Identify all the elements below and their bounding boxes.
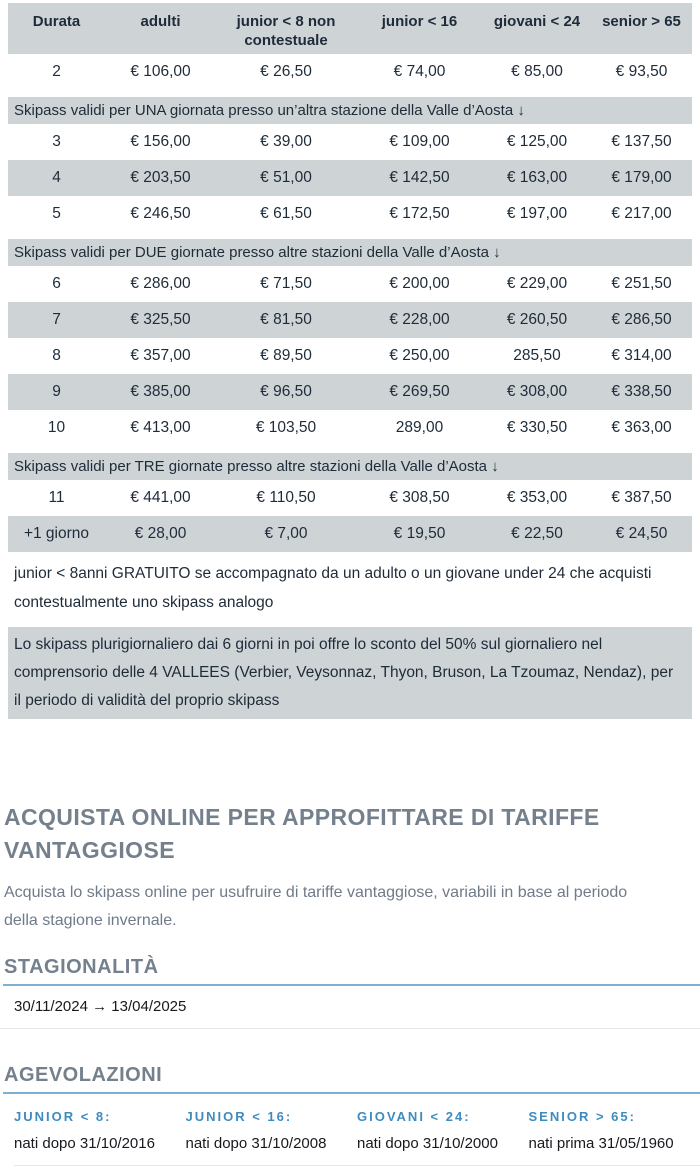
- section-separator-label: Skipass validi per DUE giornate presso altre stazioni della Valle d’Aosta ↓: [8, 232, 692, 266]
- price-cell: € 137,50: [591, 124, 692, 160]
- online-section-body: Acquista lo skipass online per usufruire di tariffe vantaggiose, variabili in base al periodo della stagione invernale.: [4, 884, 628, 929]
- concession-value: nati dopo 31/10/2008: [185, 1135, 327, 1152]
- price-cell: € 142,50: [356, 160, 483, 196]
- concession-label: JUNIOR < 16:: [185, 1109, 293, 1124]
- price-cell: 10: [8, 410, 105, 446]
- concession-item: [186, 1109, 358, 1152]
- price-cell: € 125,00: [483, 124, 591, 160]
- price-row: [8, 54, 692, 90]
- column-header: Durata: [8, 3, 105, 54]
- price-cell: 6: [8, 266, 105, 302]
- price-cell: € 74,00: [356, 54, 483, 90]
- price-cell: 4: [8, 160, 105, 196]
- price-cell: € 28,00: [105, 516, 216, 552]
- price-cell: € 200,00: [356, 266, 483, 302]
- concession-item: [14, 1109, 186, 1152]
- concession-value: nati prima 31/05/1960: [528, 1135, 674, 1152]
- price-cell: € 353,00: [483, 480, 591, 516]
- price-cell: € 19,50: [356, 516, 483, 552]
- price-cell: € 24,50: [591, 516, 692, 552]
- concessions-grid: [14, 1094, 700, 1166]
- price-cell: € 363,00: [591, 410, 692, 446]
- price-cell: € 229,00: [483, 266, 591, 302]
- price-row: [8, 124, 692, 160]
- online-section-title: ACQUISTA ONLINE PER APPROFITTARE DI TARIFFE VANTAGGIOSE: [4, 804, 600, 863]
- price-row: [8, 480, 692, 516]
- column-header: junior < 16: [356, 3, 483, 54]
- price-cell: € 357,00: [105, 338, 216, 374]
- discount-note-box: Lo skipass plurigiornaliero dai 6 giorni in poi offre lo sconto del 50% sul giornaliero nel comprensorio delle 4 VALLEES (Verbier, Veysonnaz, Thyon, Bruson, La Tzoumaz, Nendaz), per il periodo di validità del proprio skipass: [8, 627, 692, 719]
- price-cell: € 269,50: [356, 374, 483, 410]
- concession-label: JUNIOR < 8:: [14, 1109, 112, 1124]
- price-cell: € 26,50: [216, 54, 356, 90]
- concession-item: [529, 1109, 700, 1152]
- price-cell: 8: [8, 338, 105, 374]
- price-row: [8, 266, 692, 302]
- season-date-range: 30/11/2024 → 13/04/2025: [0, 986, 700, 1029]
- price-cell: € 61,50: [216, 196, 356, 232]
- concession-item: [357, 1109, 529, 1152]
- price-cell: € 51,00: [216, 160, 356, 196]
- price-cell: 5: [8, 196, 105, 232]
- price-cell: +1 giorno: [8, 516, 105, 552]
- price-cell: € 172,50: [356, 196, 483, 232]
- price-cell: € 203,50: [105, 160, 216, 196]
- price-cell: € 85,00: [483, 54, 591, 90]
- price-cell: € 39,00: [216, 124, 356, 160]
- price-cell: € 197,00: [483, 196, 591, 232]
- section-separator-row: [8, 232, 692, 266]
- price-cell: 9: [8, 374, 105, 410]
- concessions-title: AGEVOLAZIONI: [4, 1064, 163, 1086]
- junior-free-note: junior < 8anni GRATUITO se accompagnato da un adulto o un giovane under 24 che acquisti contestualmente uno skipass analogo: [14, 565, 652, 611]
- seasonality-title: STAGIONALITÀ: [4, 956, 159, 978]
- price-cell: € 103,50: [216, 410, 356, 446]
- price-cell: € 96,50: [216, 374, 356, 410]
- section-separator-row: [8, 446, 692, 480]
- price-cell: € 260,50: [483, 302, 591, 338]
- price-cell: € 71,50: [216, 266, 356, 302]
- price-cell: € 314,00: [591, 338, 692, 374]
- column-header: giovani < 24: [483, 3, 591, 54]
- section-separator-row: [8, 90, 692, 124]
- price-cell: € 179,00: [591, 160, 692, 196]
- price-row: [8, 302, 692, 338]
- price-row: [8, 374, 692, 410]
- section-separator-label: Skipass validi per TRE giornate presso altre stazioni della Valle d’Aosta ↓: [8, 446, 692, 480]
- price-cell: € 286,00: [105, 266, 216, 302]
- price-row: [8, 410, 692, 446]
- price-cell: 7: [8, 302, 105, 338]
- skipass-price-table: [8, 3, 692, 552]
- price-cell: € 106,00: [105, 54, 216, 90]
- column-header: adulti: [105, 3, 216, 54]
- price-cell: € 217,00: [591, 196, 692, 232]
- price-cell: 3: [8, 124, 105, 160]
- price-cell: € 250,00: [356, 338, 483, 374]
- price-cell: € 93,50: [591, 54, 692, 90]
- concession-label: GIOVANI < 24:: [357, 1109, 471, 1124]
- price-cell: 289,00: [356, 410, 483, 446]
- price-cell: € 325,50: [105, 302, 216, 338]
- column-header: junior < 8 non contestuale: [216, 3, 356, 54]
- price-cell: € 308,00: [483, 374, 591, 410]
- concession-value: nati dopo 31/10/2000: [357, 1135, 498, 1152]
- price-cell: € 156,00: [105, 124, 216, 160]
- price-cell: 285,50: [483, 338, 591, 374]
- concession-value: nati dopo 31/10/2016: [14, 1135, 155, 1152]
- price-cell: € 286,50: [591, 302, 692, 338]
- price-cell: € 387,50: [591, 480, 692, 516]
- price-row: [8, 338, 692, 374]
- price-cell: € 385,00: [105, 374, 216, 410]
- price-row: [8, 160, 692, 196]
- price-cell: € 110,50: [216, 480, 356, 516]
- price-row: [8, 516, 692, 552]
- price-cell: € 330,50: [483, 410, 591, 446]
- price-cell: € 246,50: [105, 196, 216, 232]
- price-cell: € 308,50: [356, 480, 483, 516]
- price-cell: € 163,00: [483, 160, 591, 196]
- price-cell: 11: [8, 480, 105, 516]
- column-header: senior > 65: [591, 3, 692, 54]
- price-cell: 2: [8, 54, 105, 90]
- price-cell: € 7,00: [216, 516, 356, 552]
- section-separator-label: Skipass validi per UNA giornata presso un’altra stazione della Valle d’Aosta ↓: [8, 90, 692, 124]
- price-cell: € 441,00: [105, 480, 216, 516]
- price-row: [8, 196, 692, 232]
- price-cell: € 89,50: [216, 338, 356, 374]
- price-cell: € 81,50: [216, 302, 356, 338]
- price-cell: € 109,00: [356, 124, 483, 160]
- table-header-row: [8, 3, 692, 54]
- concession-label: SENIOR > 65:: [528, 1109, 636, 1124]
- price-cell: € 251,50: [591, 266, 692, 302]
- price-cell: € 22,50: [483, 516, 591, 552]
- price-cell: € 338,50: [591, 374, 692, 410]
- price-cell: € 228,00: [356, 302, 483, 338]
- price-cell: € 413,00: [105, 410, 216, 446]
